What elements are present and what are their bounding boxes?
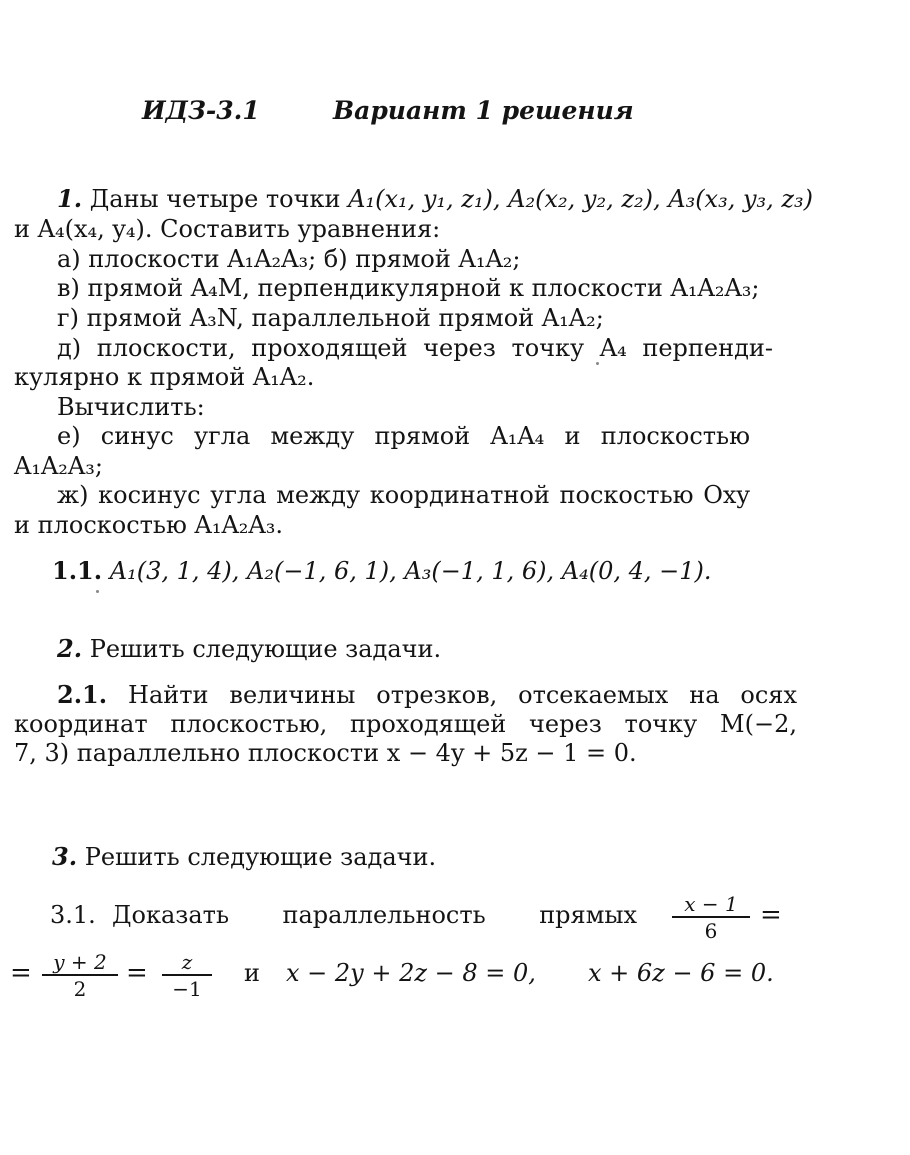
task1-item-a: а) плоскости A₁A₂A₃; б) прямой A₁A₂; bbox=[57, 245, 521, 273]
task2-1-line1-text: Найти величины отрезков, отсекаемых на осях bbox=[128, 681, 797, 709]
task1-item-zh-line1: ж) косинус угла между координатной поскостью Oxy bbox=[57, 481, 750, 509]
task1-line1 bbox=[57, 184, 813, 214]
equals-sign-2: = bbox=[10, 958, 32, 988]
fraction-x bbox=[672, 892, 750, 944]
task1-item-g: г) прямой A₃N, параллельной прямой A₁A₂; bbox=[57, 304, 604, 332]
task1-line2: и A₄(x₄, y₄). Составить уравнения: bbox=[14, 215, 441, 243]
task1-compute-label: Вычислить: bbox=[57, 393, 205, 421]
task2-number: 2. bbox=[57, 634, 83, 663]
plane-equation-1: x − 2y + 2z − 8 = 0, bbox=[286, 959, 536, 987]
conjunction-and: и bbox=[244, 959, 260, 987]
equals-sign-3: = bbox=[126, 958, 148, 988]
task1-item-zh-line2: и плоскостью A₁A₂A₃. bbox=[14, 511, 284, 539]
task3-number: 3. bbox=[52, 842, 78, 871]
task2-1-line1 bbox=[57, 680, 797, 710]
task1-intro: Даны четыре точки bbox=[89, 185, 341, 213]
fraction-z-denominator: −1 bbox=[172, 977, 202, 1001]
task1-item-e-line2: A₁A₂A₃; bbox=[14, 452, 103, 480]
assignment-code: ИДЗ-3.1 bbox=[142, 96, 260, 125]
task3-heading bbox=[52, 842, 436, 872]
variant-title: Вариант 1 решения bbox=[333, 96, 634, 125]
task1-item-v: в) прямой A₄M, перпендикулярной к плоскости A₁A₂A₃; bbox=[57, 274, 760, 302]
fraction-z bbox=[162, 950, 212, 1002]
fraction-y-numerator: y + 2 bbox=[42, 950, 118, 976]
task1-1-points: A₁(3, 1, 4), A₂(−1, 6, 1), A₃(−1, 1, 6), A₄(0, 4, −1). bbox=[109, 557, 712, 585]
task1-item-e-line1: е) синус угла между прямой A₁A₄ и плоскостью bbox=[57, 422, 750, 450]
scan-speck bbox=[596, 362, 599, 365]
task2-text: Решить следующие задачи. bbox=[89, 635, 442, 663]
task2-1-number: 2.1. bbox=[57, 680, 108, 709]
task3-1-text: Доказать параллельность прямых bbox=[112, 901, 637, 929]
equals-sign-1: = bbox=[760, 900, 782, 930]
task1-1-number: 1.1. bbox=[52, 556, 103, 585]
task2-heading bbox=[57, 634, 441, 664]
fraction-y bbox=[42, 950, 118, 1002]
scan-speck bbox=[96, 590, 99, 593]
task3-1-number: 3.1. bbox=[50, 901, 96, 929]
task2-1-line3: 7, 3) параллельно плоскости x − 4y + 5z − 1 = 0. bbox=[14, 739, 637, 767]
task1-item-d-line1: д) плоскости, проходящей через точку A₄ перпенди- bbox=[57, 334, 773, 362]
task1-item-d-line2: кулярно к прямой A₁A₂. bbox=[14, 363, 315, 391]
fraction-z-numerator: z bbox=[162, 950, 212, 976]
task1-1-line bbox=[52, 556, 712, 586]
fraction-x-numerator: x − 1 bbox=[672, 892, 750, 918]
task3-text: Решить следующие задачи. bbox=[84, 843, 437, 871]
task2-1-line2: координат плоскостью, проходящей через точку M(−2, bbox=[14, 710, 797, 738]
fraction-y-denominator: 2 bbox=[73, 977, 87, 1001]
plane-equation-2: x + 6z − 6 = 0. bbox=[588, 959, 774, 987]
fraction-x-denominator: 6 bbox=[704, 919, 718, 943]
task1-points: A₁(x₁, y₁, z₁), A₂(x₂, y₂, z₂), A₃(x₃, y₃, z₃) bbox=[348, 185, 814, 213]
task1-number: 1. bbox=[57, 184, 83, 213]
